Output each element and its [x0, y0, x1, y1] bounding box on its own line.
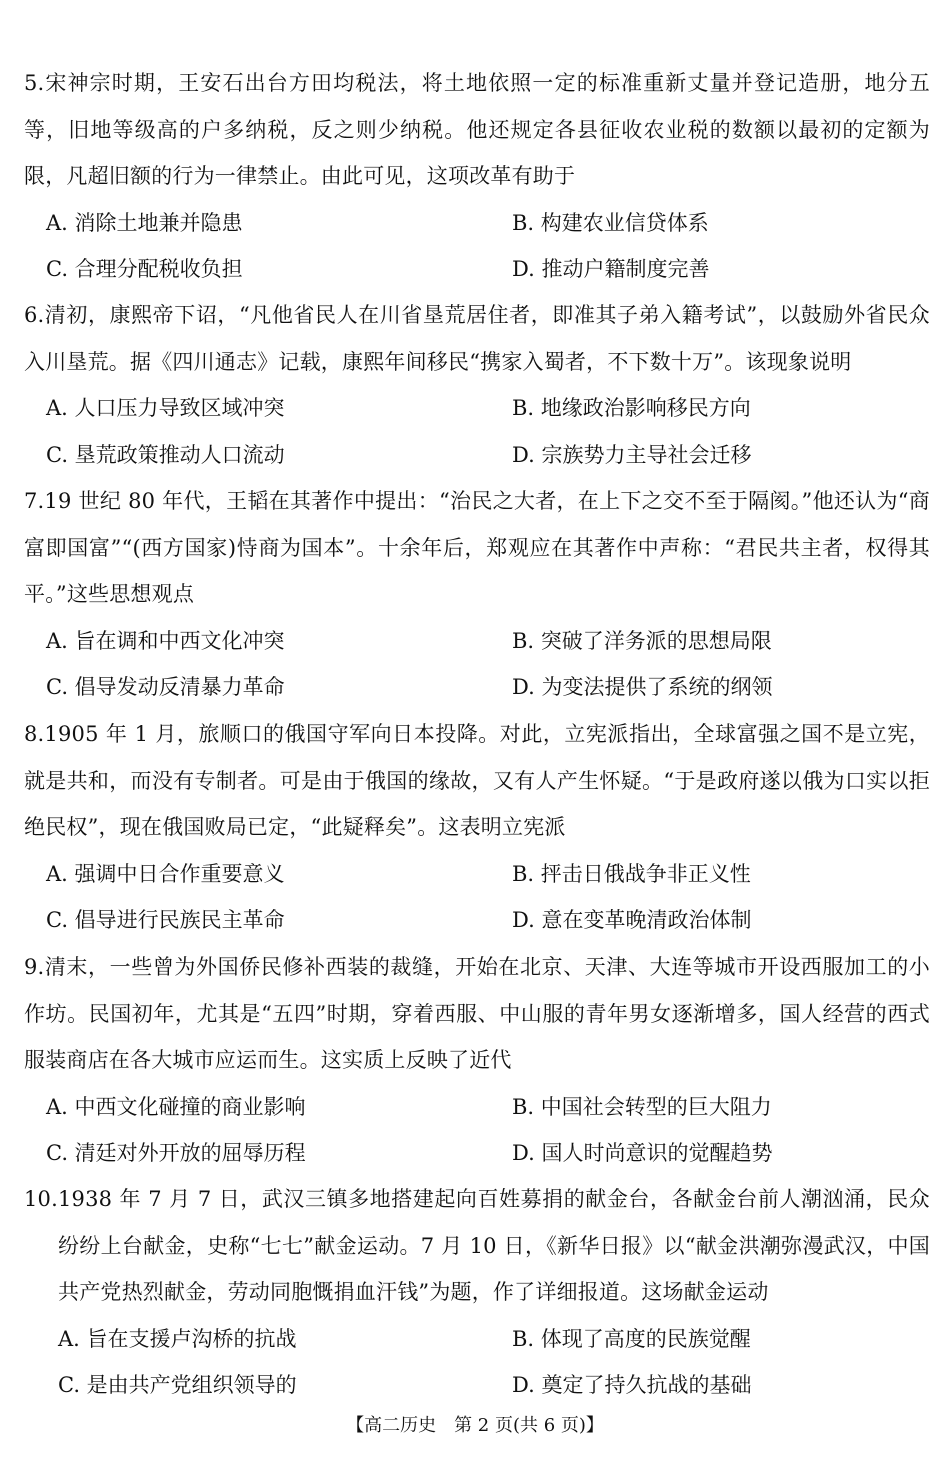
option-b: B. 体现了高度的民族觉醒 — [512, 1326, 751, 1351]
question-stem: 6.清初，康熙帝下诏，“凡他省民人在川省垦荒居住者，即准其子弟入籍考试”，以鼓励外省民众入川垦荒。据《四川通志》记载，康熙年间移民“携家入蜀者，不下数十万”。该现象说明 — [24, 303, 930, 374]
option-d: D. 推动户籍制度完善 — [512, 257, 710, 281]
options-grid — [24, 851, 930, 944]
option-b: B. 中国社会转型的巨大阻力 — [512, 1094, 772, 1119]
options-grid — [24, 618, 930, 711]
option-a: A. 人口压力导致区域冲突 — [46, 396, 285, 420]
options-grid — [24, 1084, 930, 1177]
option-c: C. 倡导发动反清暴力革命 — [46, 675, 285, 699]
question-stem: 5.宋神宗时期，王安石出台方田均税法，将土地依照一定的标准重新丈量并登记造册，地分五等，旧地等级高的户多纳税，反之则少纳税。他还规定各县征收农业税的数额以最初的定额为限，凡超旧额的行为一律禁止。由此可见，这项改革有助于 — [24, 71, 930, 188]
option-c: C. 合理分配税收负担 — [46, 257, 243, 281]
option-d: D. 意在变革晚清政治体制 — [512, 908, 752, 932]
option-c: C. 倡导进行民族民主革命 — [46, 908, 285, 932]
question-7 — [24, 478, 930, 711]
option-c: C. 垦荒政策推动人口流动 — [46, 442, 285, 467]
option-c: C. 清廷对外开放的屈辱历程 — [46, 1141, 306, 1165]
question-8 — [24, 711, 930, 944]
option-b: B. 突破了洋务派的思想局限 — [512, 628, 772, 653]
option-d: D. 国人时尚意识的觉醒趋势 — [512, 1141, 773, 1165]
question-5 — [24, 60, 930, 293]
option-b: B. 构建农业信贷体系 — [512, 210, 709, 235]
option-d: D. 宗族势力主导社会迁移 — [512, 442, 752, 467]
question-stem: 8.1905 年 1 月，旅顺口的俄国守军向日本投降。对此，立宪派指出，全球富强之国不是立宪，就是共和，而没有专制者。可是由于俄国的缘故，又有人产生怀疑。“于是政府遂以俄为口实以拒绝民权”，现在俄国败局已定，“此疑释矣”。这表明立宪派 — [24, 722, 930, 839]
option-b: B. 抨击日俄战争非正义性 — [512, 861, 751, 886]
option-d: D. 为变法提供了系统的纲领 — [512, 675, 773, 699]
page-footer: 【高二历史 第 2 页(共 6 页)】 — [346, 1415, 604, 1436]
option-d: D. 奠定了持久抗战的基础 — [512, 1373, 752, 1397]
question-6 — [24, 292, 930, 478]
option-a: A. 旨在支援卢沟桥的抗战 — [58, 1326, 297, 1351]
option-c: C. 是由共产党组织领导的 — [58, 1373, 297, 1397]
option-a: A. 旨在调和中西文化冲突 — [46, 628, 285, 653]
question-stem: 10.1938 年 7 月 7 日，武汉三镇多地搭建起向百姓募捐的献金台，各献金台前人潮汹涌，民众纷纷上台献金，史称“七七”献金运动。7 月 10 日，《新华日报》以“献金洪潮弥漫武汉，中国共产党热烈献金，劳动同胞慨捐血汗钱”为题，作了详细报道。这场献金运动 — [24, 1187, 930, 1304]
question-stem: 9.清末，一些曾为外国侨民修补西装的裁缝，开始在北京、天津、大连等城市开设西服加工的小作坊。民国初年，尤其是“五四”时期，穿着西服、中山服的青年男女逐渐增多，国人经营的西式服装商店在各大城市应运而生。这实质上反映了近代 — [24, 955, 930, 1072]
question-stem: 7.19 世纪 80 年代，王韬在其著作中提出：“治民之大者，在上下之交不至于隔阂。”他还认为“商富即国富”“(西方国家)恃商为国本”。十余年后，郑观应在其著作中声称：“君民共主者，权得其平。”这些思想观点 — [24, 489, 930, 606]
question-10 — [24, 1176, 930, 1409]
option-b: B. 地缘政治影响移民方向 — [512, 396, 751, 420]
options-grid — [24, 200, 930, 293]
option-a: A. 中西文化碰撞的商业影响 — [46, 1094, 306, 1119]
options-grid — [24, 1316, 930, 1409]
option-a: A. 消除土地兼并隐患 — [46, 210, 243, 235]
question-9 — [24, 944, 930, 1177]
options-grid — [24, 385, 930, 478]
option-a: A. 强调中日合作重要意义 — [46, 861, 285, 886]
